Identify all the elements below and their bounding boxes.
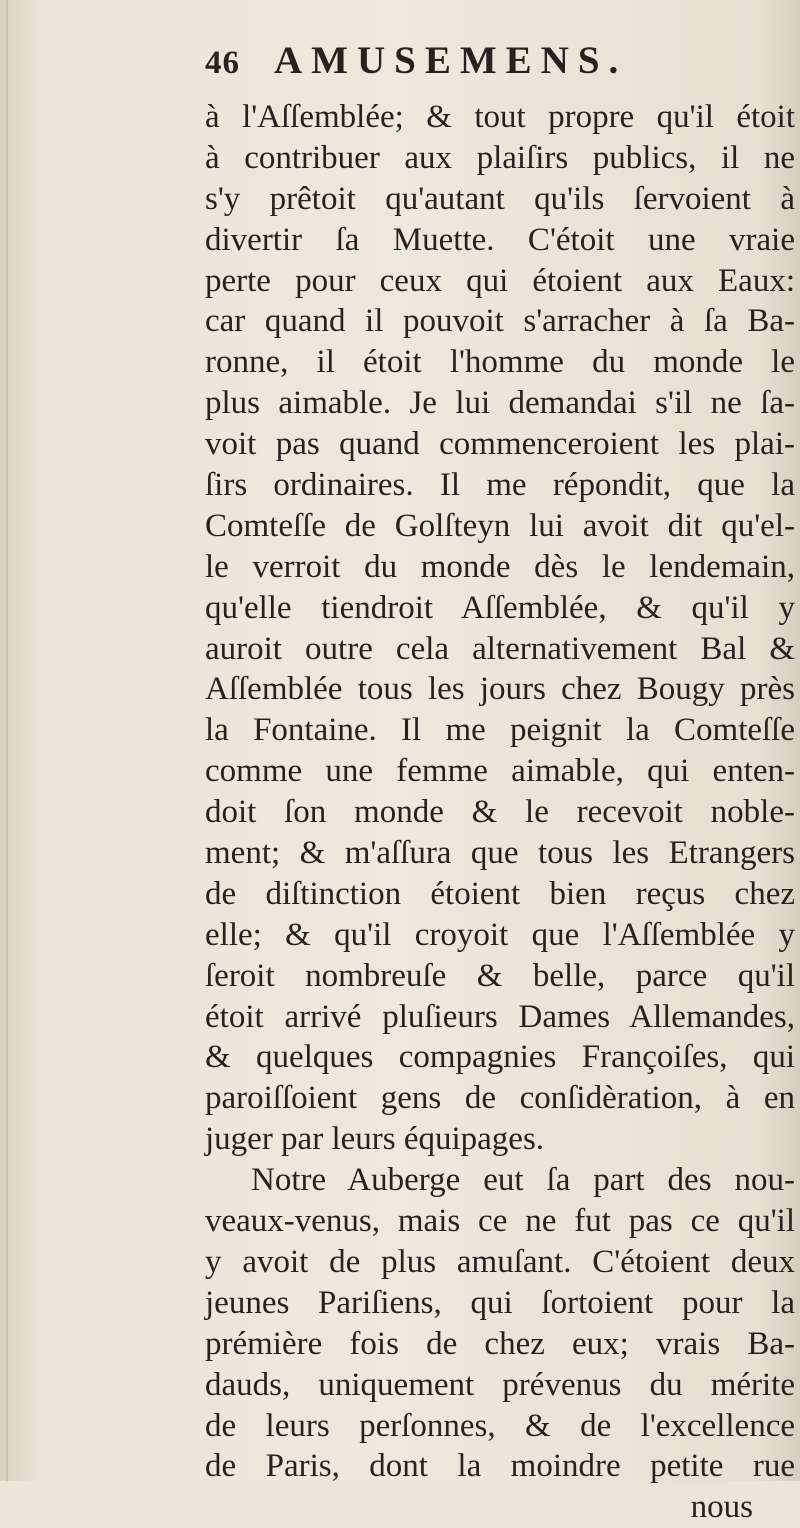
text-line: elle; & qu'il croyoit que l'Aſſemblée y (205, 916, 795, 953)
text-line: à l'Aſſemblée; & tout propre qu'il étoit (205, 99, 795, 135)
text-line: s'y prêtoit qu'autant qu'ils ſervoient à (205, 180, 795, 217)
text-line: de Paris, dont la moindre petite rue (205, 1448, 795, 1485)
text-line: divertir ſa Muette. C'étoit une vraie (205, 221, 795, 258)
text-line: veaux-venus, mais ce ne fut pas ce qu'il (205, 1203, 795, 1240)
text-line: prémière fois de chez eux; vrais Ba- (205, 1325, 795, 1362)
text-line: paroiſſoient gens de conſidèration, à en (205, 1080, 795, 1117)
text-line-paragraph-end: juger par leurs équipages. (205, 1121, 545, 1158)
text-line: plus aimable. Je lui demandai s'il ne ſa- (205, 385, 795, 422)
text-line: de diſtinction étoient bien reçus chez (205, 875, 795, 912)
text-line: & quelques compagnies Françoiſes, qui (205, 1039, 795, 1076)
body-text (205, 97, 795, 1528)
text-line: comme une femme aimable, qui enten- (205, 753, 795, 790)
text-line-paragraph-start: Notre Auberge eut ſa part des nou- (251, 1162, 795, 1199)
catchword: nous (690, 1489, 753, 1526)
running-head: AMUSEMENS. (274, 39, 628, 82)
text-line: le verroit du monde dès le lendemain, (205, 548, 795, 585)
text-line: Aſſemblée tous les jours chez Bougy près (205, 671, 795, 708)
text-line: ment; & m'aſſura que tous les Etrangers (205, 835, 795, 872)
text-line: doit ſon monde & le recevoit noble- (205, 794, 795, 831)
page-number: 46 (205, 45, 240, 81)
text-line: ronne, il étoit l'homme du monde le (205, 344, 795, 381)
text-line: voit pas quand commenceroient les plai- (205, 426, 795, 463)
text-line: Comteſſe de Golſteyn lui avoit dit qu'el- (205, 507, 795, 544)
text-line: étoit arrivé pluſieurs Dames Allemandes, (205, 998, 795, 1035)
text-line: ſeroit nombreuſe & belle, parce qu'il (205, 957, 795, 994)
text-line: ſirs ordinaires. Il me répondit, que la (205, 467, 795, 504)
text-line: y avoit de plus amuſant. C'étoient deux (205, 1243, 795, 1280)
text-line: auroit outre cela alternativement Bal & (205, 630, 795, 667)
text-line: jeunes Pariſiens, qui ſortoient pour la (205, 1284, 795, 1321)
text-line: dauds, uniquement prévenus du mérite (205, 1366, 795, 1403)
text-line: car quand il pouvoit s'arracher à ſa Ba- (205, 303, 795, 340)
text-line: perte pour ceux qui étoient aux Eaux: (205, 262, 795, 299)
page-header (205, 38, 627, 86)
text-line: la Fontaine. Il me peignit la Comteſſe (205, 712, 795, 749)
text-line: qu'elle tiendroit Aſſemblée, & qu'il y (205, 589, 795, 626)
text-line: à contribuer aux plaiſirs publics, il ne (205, 139, 795, 176)
text-line: de leurs perſonnes, & de l'excellence (205, 1407, 795, 1444)
page-gutter-edge (6, 0, 8, 1481)
